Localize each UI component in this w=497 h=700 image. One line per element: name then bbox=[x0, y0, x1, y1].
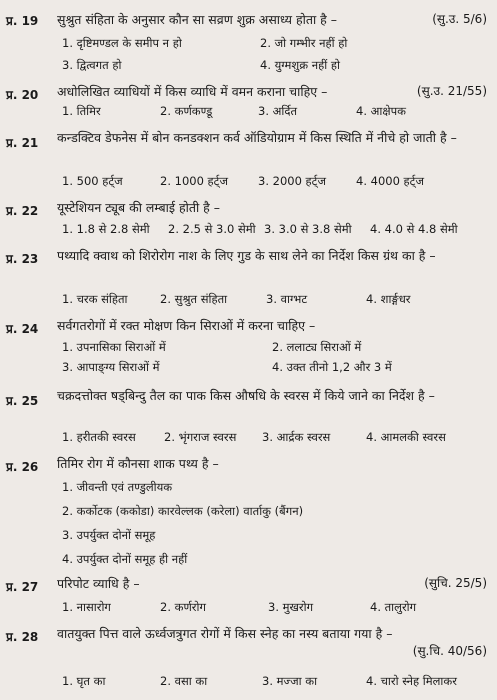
option-3: 3. मज्जा का bbox=[262, 674, 318, 688]
option-4: 4. 4.0 से 4.8 सेमी bbox=[370, 222, 458, 236]
option-2: 2. वसा का bbox=[160, 674, 208, 688]
question-text: तिमिर रोग में कौनसा शाक पथ्य है – bbox=[57, 456, 219, 471]
option-1: 1. 500 हर्ट्ज bbox=[62, 174, 123, 188]
option-4: 4. शार्ङ्गधर bbox=[366, 292, 411, 306]
option-1: 1. तिमिर bbox=[62, 104, 101, 118]
option-3: 3. 3.0 से 3.8 सेमी bbox=[264, 222, 352, 236]
question-number: प्र. 23 bbox=[6, 252, 39, 266]
option-4: 4. आमलकी स्वरस bbox=[366, 430, 446, 444]
question-text: सुश्रुत संहिता के अनुसार कौन सा सव्रण शुक्र असाध्य होता है – bbox=[57, 12, 338, 27]
question-reference: (सुचि. 25/5) bbox=[424, 576, 487, 590]
option-3: 3. आर्द्रक स्वरस bbox=[262, 430, 331, 444]
option-2: 2. कर्कोटक (ककोडा) कारवेल्लक (करेला) वार्ताकु (बैंगन) bbox=[62, 504, 304, 518]
option-2: 2. 1000 हर्ट्ज bbox=[160, 174, 228, 188]
option-2: 2. जो गम्भीर नहीं हो bbox=[260, 36, 348, 50]
option-1: 1. हरीतकी स्वरस bbox=[62, 430, 136, 444]
question-text: कन्डक्टिव डेफनेस में बोन कनडक्शन कर्व ऑडियोग्राम में किस स्थिति में नीचे हो जाती है – bbox=[57, 130, 457, 145]
question-text: चक्रदत्तोक्त षड्बिन्दु तैल का पाक किस औषधि के स्वरस में किये जाने का निर्देश है – bbox=[57, 388, 435, 403]
option-4: 4. युग्मशुक्र नहीं हो bbox=[260, 58, 340, 72]
option-3: 3. द्वित्वगत हो bbox=[62, 58, 122, 72]
option-1: 1. दृष्टिमण्डल के समीप न हो bbox=[62, 36, 182, 50]
question-number: प्र. 27 bbox=[6, 580, 39, 594]
option-3: 3. वाग्भट bbox=[266, 292, 308, 306]
question-text: पथ्यादि क्वाथ को शिरोरोग नाश के लिए गुड के साथ लेने का निर्देश किस ग्रंथ का है – bbox=[57, 248, 436, 263]
option-2: 2. भृंगराज स्वरस bbox=[164, 430, 237, 444]
question-number: प्र. 26 bbox=[6, 460, 39, 474]
question-number: प्र. 28 bbox=[6, 630, 39, 644]
question-text: यूस्टेशियन ट्यूब की लम्बाई होती है – bbox=[57, 200, 221, 215]
option-3: 3. उपर्युक्त दोनों समूह bbox=[62, 528, 156, 542]
question-number: प्र. 19 bbox=[6, 14, 39, 28]
option-4: 4. आक्षेपक bbox=[356, 104, 406, 118]
question-reference: (सु.उ. 5/6) bbox=[432, 12, 487, 26]
option-1: 1. जीवन्ती एवं तण्डुलीयक bbox=[62, 480, 173, 494]
option-3: 3. आपाङ्ग्य सिराओं में bbox=[62, 360, 160, 374]
question-number: प्र. 20 bbox=[6, 88, 39, 102]
option-2: 2. 2.5 से 3.0 सेमी bbox=[168, 222, 256, 236]
option-4: 4. तालुरोग bbox=[370, 600, 417, 614]
option-4: 4. उपर्युक्त दोनों समूह ही नहीं bbox=[62, 552, 188, 566]
question-reference: (सु.उ. 21/55) bbox=[416, 84, 487, 98]
question-number: प्र. 25 bbox=[6, 394, 39, 408]
option-2: 2. सुश्रुत संहिता bbox=[160, 292, 228, 306]
question-number: प्र. 21 bbox=[6, 136, 39, 150]
option-1: 1. नासारोग bbox=[62, 600, 111, 614]
question-text: अधोलिखित व्याधियों में किस व्याधि में वमन कराना चाहिए – bbox=[57, 84, 328, 99]
question-reference: (सु.चि. 40/56) bbox=[412, 644, 487, 658]
question-text: सर्वगतरोगों में रक्त मोक्षण किन सिराओं में करना चाहिए – bbox=[57, 318, 316, 333]
option-4: 4. 4000 हर्ट्ज bbox=[356, 174, 424, 188]
option-3: 3. 2000 हर्ट्ज bbox=[258, 174, 326, 188]
option-4: 4. चारो स्नेह मिलाकर bbox=[366, 674, 457, 688]
option-1: 1. घृत का bbox=[62, 674, 106, 688]
option-1: 1. 1.8 से 2.8 सेमी bbox=[62, 222, 150, 236]
option-1: 1. चरक संहिता bbox=[62, 292, 128, 306]
option-1: 1. उपनासिका सिराओं में bbox=[62, 340, 166, 354]
question-number: प्र. 22 bbox=[6, 204, 39, 218]
option-4: 4. उक्त तीनो 1,2 और 3 में bbox=[272, 360, 392, 374]
option-3: 3. अर्दित bbox=[258, 104, 298, 118]
option-2: 2. ललाट्य सिराओं में bbox=[272, 340, 362, 354]
option-3: 3. मुखरोग bbox=[268, 600, 314, 614]
question-number: प्र. 24 bbox=[6, 322, 39, 336]
option-2: 2. कर्णरोग bbox=[160, 600, 206, 614]
question-text: वातयुक्त पित्त वाले ऊर्ध्वजत्रुगत रोगों में किस स्नेह का नस्य बताया गया है – bbox=[57, 626, 393, 641]
question-text: परिपोट व्याधि है – bbox=[57, 576, 140, 591]
option-2: 2. कर्णकण्डू bbox=[160, 104, 213, 118]
